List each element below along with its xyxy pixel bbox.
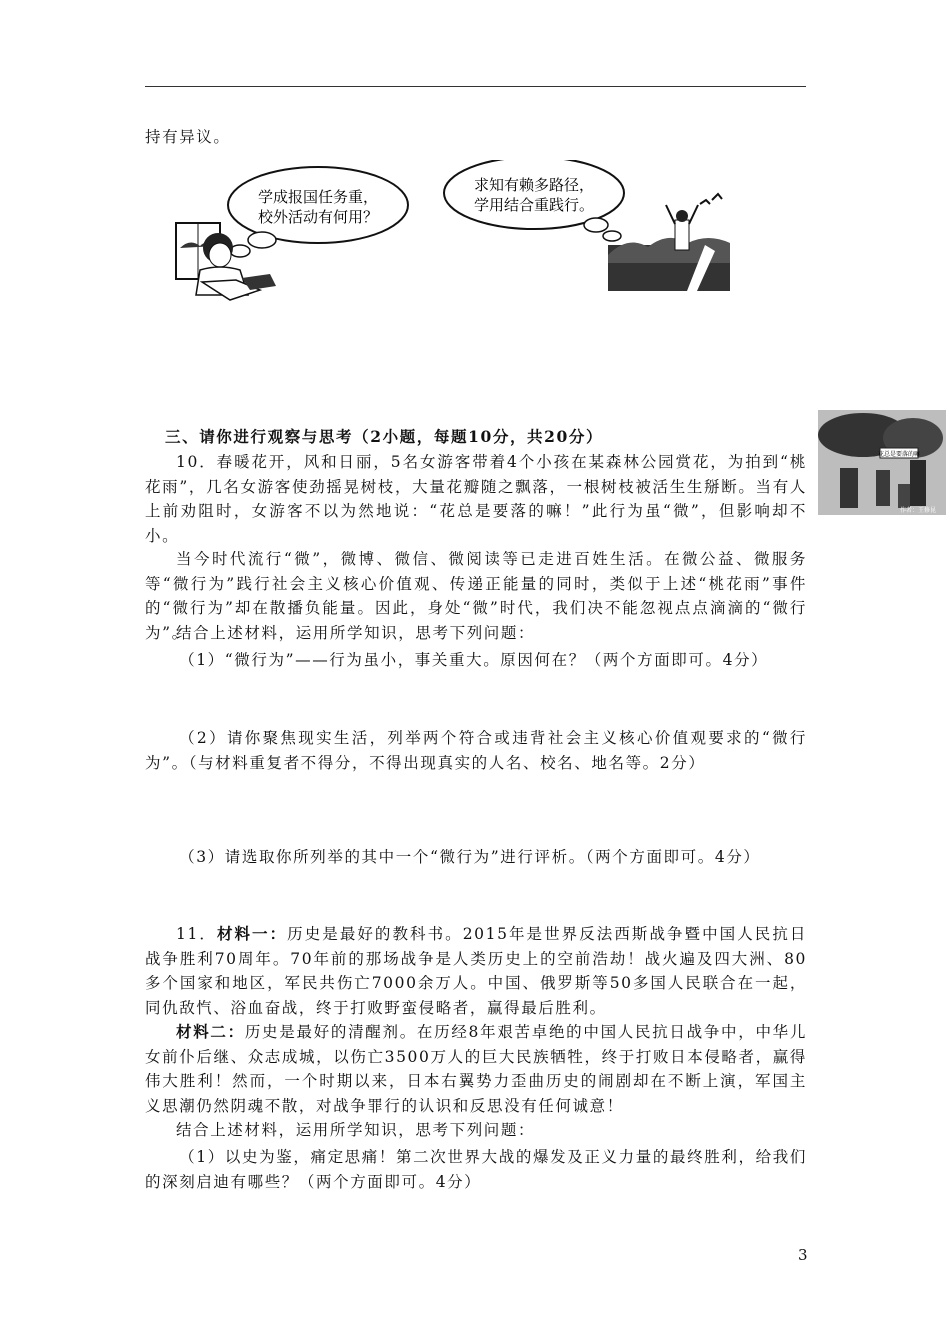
photo-sign-text: 花总是要落的嘛 bbox=[877, 451, 921, 458]
bubble-right-line1: 求知有赖多路径， bbox=[473, 176, 595, 194]
q11-sub1: （1）以史为鉴，痛定思痛！第二次世界大战的爆发及正义力量的最终胜利，给我们的深刻启迪有哪些？（两个方面即可。4分） bbox=[145, 1148, 807, 1191]
q11-number: 11． bbox=[176, 925, 217, 943]
q11-material1 bbox=[145, 922, 807, 1020]
bubble-right-line2: 学用结合重践行。 bbox=[473, 196, 595, 214]
section3-heading: 三、请你进行观察与思考（2小题，每题10分，共20分） bbox=[165, 427, 604, 446]
q10-sub3: （3）请选取你所列举的其中一个“微行为”进行评析。（两个方面即可。4分） bbox=[179, 848, 761, 866]
q10-sub2: （2）请你聚焦现实生活，列举两个符合或违背社会主义核心价值观要求的“微行为”。（与材料重复者不得分，不得出现真实的人名、校名、地名等。2分） bbox=[145, 729, 807, 772]
q11-prompt: 结合上述材料，运用所学知识，思考下列问题： bbox=[176, 1121, 536, 1139]
bubble-left bbox=[228, 167, 408, 257]
q10-paragraph1: 10．春暖花开，风和日丽，5名女游客带着4个小孩在某森林公园赏花，为拍到“桃花雨”，几名女游客使劲摇晃树枝，大量花瓣随之飘落，一根树枝被活生生掰断。当有人上前劝阻时，女游客不以为然地说：“花总是要落的嘛！”此行为虽“微”，但影响却不小。 bbox=[145, 453, 807, 545]
material1-text: 历史是最好的教科书。2015年是世界反法西斯战争暨中国人民抗日战争胜利70周年。70年前的那场战争是人类历史上的空前浩劫！战火遍及四大洲、80多个国家和地区，军民共伤亡7000余万人。中国、俄罗斯等50多国人民联合在一起，同仇敌忾、浴血奋战，终于打败野蛮侵略者，赢得最后胜利。 bbox=[145, 925, 807, 1017]
peach-blossom-photo bbox=[818, 410, 946, 515]
bubble-left-line2: 校外活动有何用？ bbox=[257, 208, 379, 226]
material2-label: 材料二： bbox=[176, 1022, 245, 1041]
header-rule bbox=[145, 86, 806, 87]
cartoon-illustration bbox=[140, 160, 740, 310]
bubble-left-line1: 学成报国任务重， bbox=[257, 188, 379, 206]
page-number: 3 bbox=[798, 1246, 808, 1264]
q10-sub1: （1）“微行为”——行为虽小，事关重大。原因何在？（两个方面即可。4分） bbox=[179, 651, 769, 669]
q11-material2 bbox=[145, 1020, 807, 1118]
intro-tail: 持有异议。 bbox=[145, 128, 231, 146]
photo-credit: 作者：王修昆 bbox=[899, 507, 937, 514]
bubble-right bbox=[444, 160, 624, 241]
q10-paragraph2: 当今时代流行“微”，微博、微信、微阅读等已走进百姓生活。在微公益、微服务等“微行为”践行社会主义核心价值观、传递正能量的同时，类似于上述“桃花雨”事件的“微行为”却在散播负能量。因此，身处“微”时代，我们决不能忽视点点滴滴的“微行为”。 bbox=[145, 550, 807, 642]
outdoor-scene-drawing bbox=[608, 194, 730, 291]
material1-label: 材料一： bbox=[216, 924, 288, 943]
q10-prompt: 结合上述材料，运用所学知识，思考下列问题： bbox=[176, 624, 536, 642]
material2-text: 历史是最好的清醒剂。在历经8年艰苦卓绝的中国人民抗日战争中，中华儿女前仆后继、众志成城，以伤亡3500万人的巨大民族牺牲，终于打败日本侵略者，赢得伟大胜利！然而，一个时期以来，日本右翼势力歪曲历史的闹剧却在不断上演，军国主义思潮仍然阴魂不散，对战争罪行的认识和反思没有任何诚意！ bbox=[145, 1023, 807, 1115]
